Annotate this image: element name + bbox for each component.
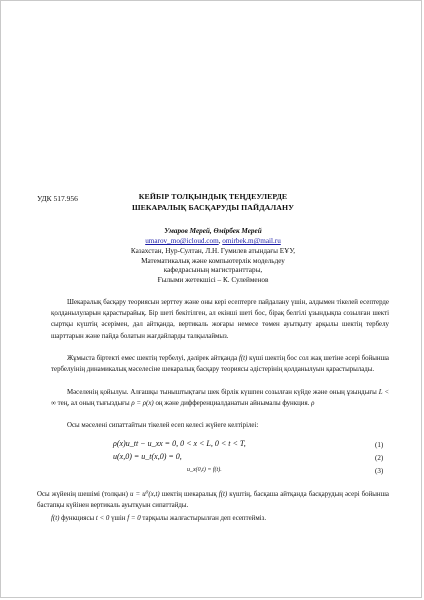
- equation-1: ρ(x)u_tt − u_xx = 0, 0 < x < L, 0 < t < T,: [113, 439, 246, 448]
- affiliation-line-2: Математикалық және компьютерлік модельдеу: [141, 257, 285, 265]
- math-function-f: f(t): [51, 515, 60, 522]
- math-boundary-force: f(t): [218, 491, 228, 498]
- email-separator: ,: [218, 237, 223, 245]
- math-t-negative: t < 0: [95, 515, 110, 522]
- math-density: ρ = ρ(x): [131, 400, 154, 408]
- paragraph-3-text-a: Мәселенің қойылуы. Алғашқы тыныштықтағы шек бірлік күшпен созылған күйде және оның ұзындығы: [67, 389, 377, 396]
- affiliation-line-4: Ғылыми жетекшісі – К. Сулейменов: [157, 276, 269, 284]
- authors: Умаров Мерей, Өмірбек Мерей: [164, 227, 262, 235]
- paragraph-4: Осы мәселені сипаттайтын тікелей есеп келесі жүйеге келтірілеі:: [67, 422, 259, 429]
- paragraph-5-text-a: Осы жүйенің шешімі (толқын): [37, 491, 128, 498]
- paragraph-6: [51, 513, 389, 524]
- paragraph-6-text-b: үшін: [111, 515, 126, 522]
- equation-2-number: (2): [375, 454, 384, 462]
- paragraph-3: [51, 387, 389, 409]
- affiliation-line-3: кафедрасының магистранттары,: [163, 266, 263, 274]
- paragraph-6-text-c: тарқылы жалғастырылған деп есептейміз.: [142, 515, 267, 522]
- emails: [1, 237, 424, 245]
- paragraph-2-text-a: Жұмыста біртекті емес шектің тербелуі, дәлірек айтқанда: [67, 355, 238, 362]
- paragraph-5-text-c: күштің, басқаша айтқанда басқарудың әсері бойынша бастапқы күйінен вертикаль ауытқуын сипаттайды.: [37, 491, 389, 510]
- math-solution: u = u⁰(x,t): [129, 491, 160, 498]
- math-f-of-t: f(t): [238, 355, 248, 362]
- equation-3: u_x(0,t) = f(t).: [187, 467, 222, 473]
- equation-1-number: (1): [375, 441, 384, 449]
- paragraph-5-text-b: шектің шекаралық: [161, 491, 217, 498]
- paragraph-2-text-b: күші шектің бос сол жақ шетіне әсері бойынша тербелуінің динамикалық мәселесіне шекаралық басқару теориясы әдістерінің қолданылуын қарастырылады.: [51, 355, 389, 374]
- email-link-2[interactable]: omirbek.m@mail.ru: [222, 237, 281, 245]
- equation-3-number: (3): [375, 467, 384, 475]
- paper-title-line-2: ШЕКАРАЛЫҚ БАСҚАРУДЫ ПАЙДАЛАНУ: [131, 203, 295, 212]
- udk-code: УДК 517.956: [37, 194, 78, 203]
- paragraph-1: Шекаралық басқару теориясын зерттеу және оны кері есептерге пайдалану үшін, алдымен тікелей есептерде қолданылуларын қарастырайық. Бір шеті бекітілген, ал екінші шеті бос, бірақ белгілі ұзындықпа созылған шекті сыртқы күштің әсерімен, дәл айтқанда, вертикаль жоғары немесе төмен ауытқыту арқылы шектің тербелу шарттарын және пайда болатын жағдайларды талқылаймыз.: [51, 299, 389, 340]
- equation-2: u(x,0) = u_t(x,0) = 0,: [113, 452, 182, 461]
- math-rho: ρ: [311, 400, 315, 408]
- paragraph-5: [37, 489, 389, 511]
- paragraph-6-text-a: функциясы: [61, 515, 95, 522]
- email-link-1[interactable]: umarov_mo@icloud.com: [145, 237, 219, 245]
- affiliation-line-1: Казахстан, Нур-Султан, Л.Н. Гумилев атындағы ЕҰУ,: [130, 247, 296, 255]
- math-f-zero: f = 0: [127, 515, 141, 522]
- paragraph-3-text-b: тең, ал оның тығыздығы: [57, 400, 130, 408]
- paper-title-line-1: КЕЙБІР ТОЛҚЫНДЫҚ ТЕҢДЕУЛЕРДЕ: [138, 192, 288, 201]
- paragraph-3-text-c: оң және дифференциалданатын айнымалы функция.: [155, 400, 310, 408]
- math-length: L < ∞: [51, 389, 389, 408]
- paragraph-2: [51, 353, 389, 375]
